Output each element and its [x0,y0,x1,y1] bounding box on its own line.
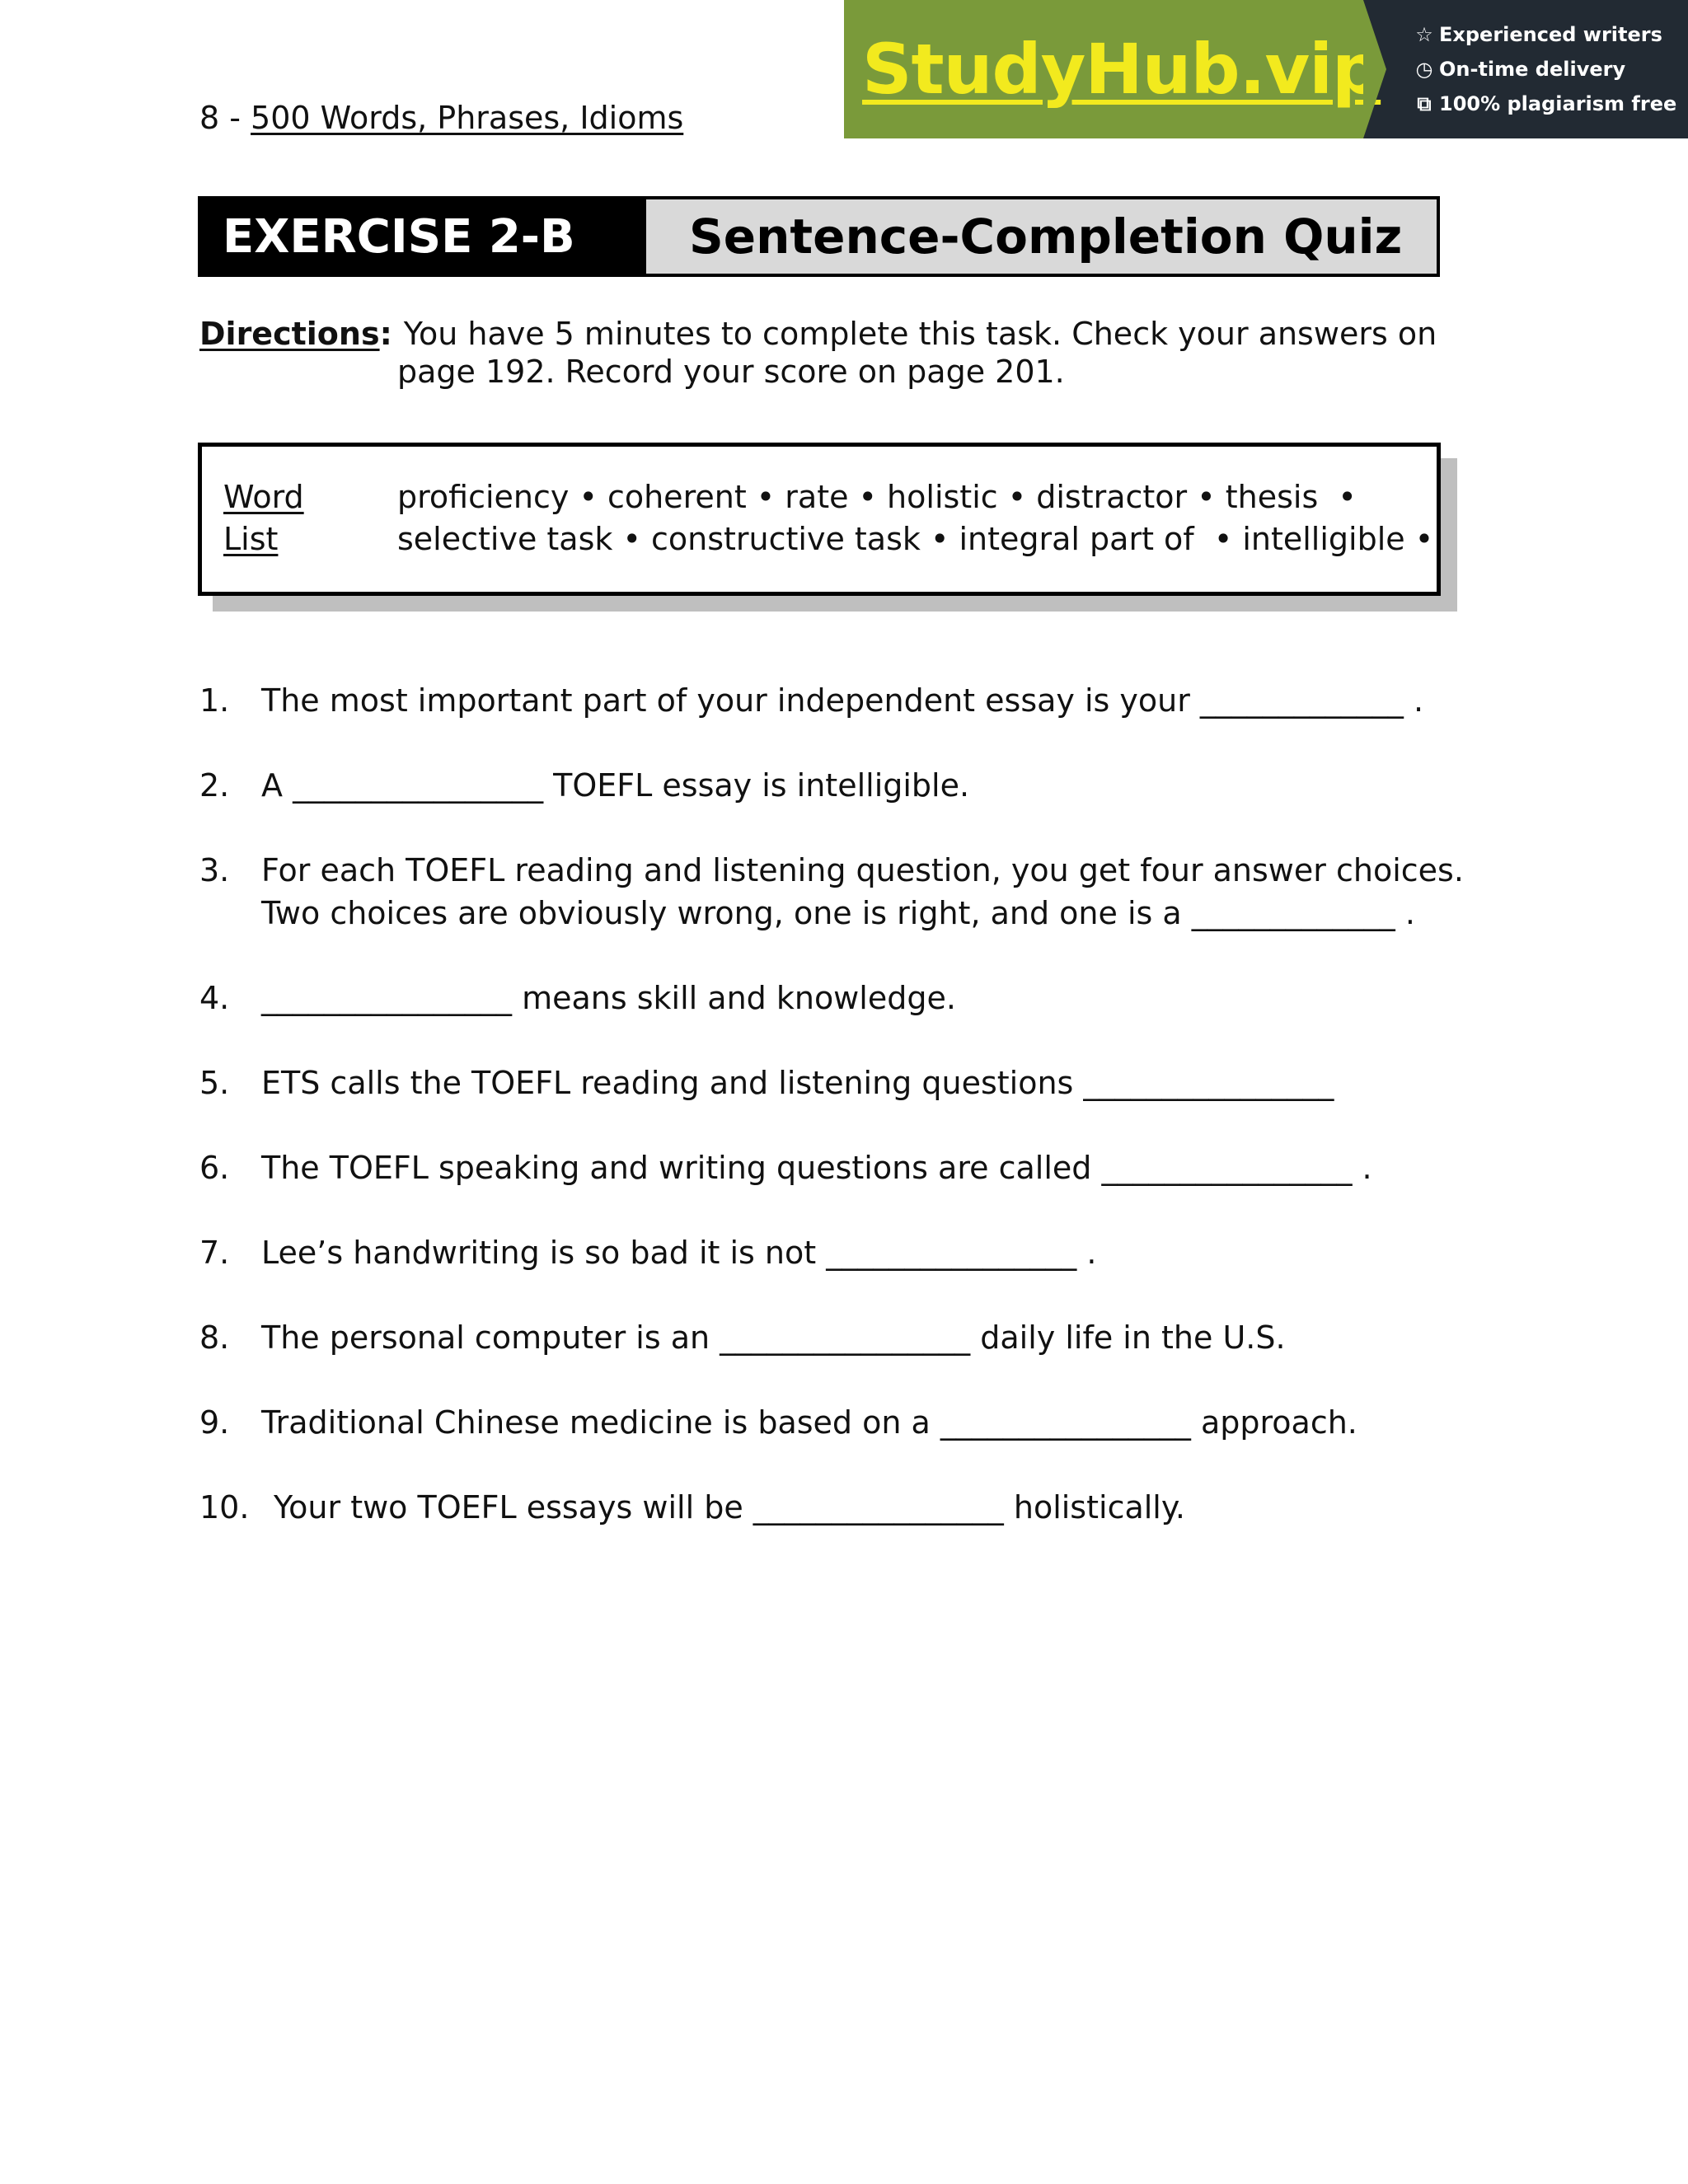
feature-item [1414,21,1688,49]
feature-label: Experienced writers [1439,23,1662,46]
question-number: 7. [199,1235,230,1271]
question-number: 8. [199,1319,230,1356]
question-text: Your two TOEFL essays will be ________________ holistically. [274,1489,1186,1526]
question-item [199,977,1485,1019]
word-list-box [198,443,1441,596]
page-header [199,97,683,138]
feature-label: 100% plagiarism free [1439,92,1677,115]
question-text: The personal computer is an ________________ daily life in the U.S. [261,1319,1286,1356]
question-number: 6. [199,1150,230,1186]
directions-text: You have 5 minutes to complete this task. Check your answers on [403,316,1437,352]
page-number: 8 - [199,100,251,136]
question-text: The most important part of your independent essay is your _____________ . [261,682,1424,719]
word-list-label: Word [223,479,304,515]
question-number: 4. [199,980,230,1016]
question-text: Two choices are obviously wrong, one is right, and one is a _____________ . [261,895,1415,931]
copy-icon: ⧉ [1417,92,1432,115]
question-item [199,1231,1485,1274]
question-item [199,1146,1485,1189]
question-number: 9. [199,1404,230,1441]
question-number: 2. [199,767,230,804]
question-item [199,1062,1485,1104]
question-text: The TOEFL speaking and writing questions are called ________________ . [261,1150,1372,1186]
question-item [199,1316,1485,1359]
book-title: 500 Words, Phrases, Idioms [251,100,684,136]
directions [199,315,1485,391]
question-item [199,764,1485,807]
question-text: ________________ means skill and knowledge. [261,980,956,1016]
question-number: 1. [199,682,230,719]
exercise-label: EXERCISE 2-B [201,199,646,274]
brand-logo: StudyHub.vip [862,29,1381,110]
question-text: Lee’s handwriting is so bad it is not ________________ . [261,1235,1097,1271]
studyhub-banner[interactable] [844,0,1688,138]
question-text: For each TOEFL reading and listening question, you get four answer choices. [261,852,1464,888]
question-number: 5. [199,1065,230,1101]
feature-item [1414,55,1688,83]
question-text: Traditional Chinese medicine is based on a ________________ approach. [261,1404,1357,1441]
star-icon: ☆ [1415,23,1433,46]
question-number: 10. [199,1489,250,1526]
word-list-words: selective task • constructive task • integral part of • intelligible • [397,521,1434,557]
question-item [199,1401,1485,1444]
exercise-title: Sentence-Completion Quiz [646,199,1437,274]
question-item [199,679,1485,722]
word-list-label: List [223,521,279,557]
feature-item [1414,90,1688,118]
word-list-words: proficiency • coherent • rate • holistic • distractor • thesis • [397,479,1357,515]
brand-area [844,0,1381,138]
question-text: ETS calls the TOEFL reading and listening questions ________________ [261,1065,1334,1101]
question-list [199,679,1485,1571]
question-number: 3. [199,852,230,888]
directions-label: Directions [199,316,380,352]
question-item [199,1486,1485,1529]
clock-icon: ◷ [1415,58,1433,81]
directions-text: page 192. Record your score on page 201. [397,354,1065,390]
question-item [199,849,1485,935]
feature-label: On-time delivery [1439,58,1626,81]
directions-colon: : [379,316,392,352]
question-text: A ________________ TOEFL essay is intelligible. [261,767,970,804]
exercise-title-bar [198,196,1440,277]
feature-list [1363,0,1688,138]
